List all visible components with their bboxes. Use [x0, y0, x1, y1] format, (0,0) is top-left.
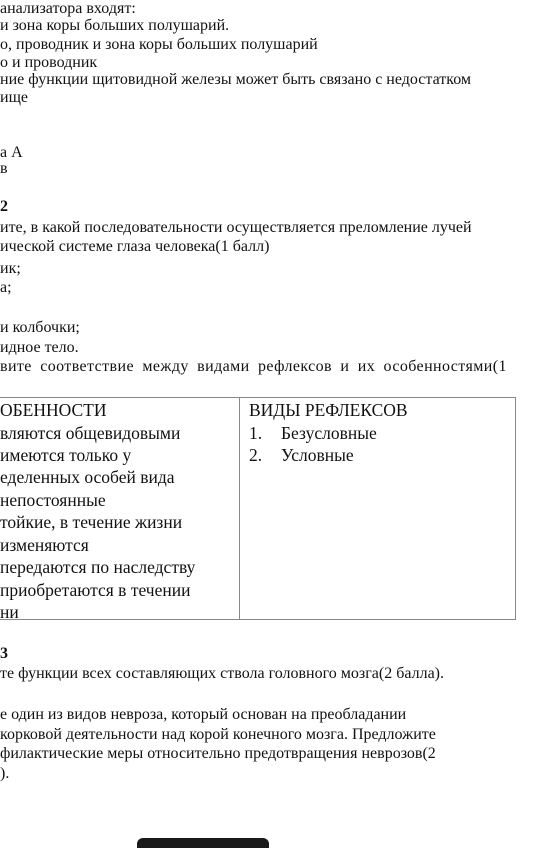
table-cell: передаются по наследству: [0, 557, 196, 577]
table-header-left: ОБЕННОСТИ: [0, 400, 107, 420]
question-line: е один из видов невроза, который основан на преобладании: [0, 706, 407, 723]
table-cell: приобретаются в течении: [0, 580, 191, 600]
text-line: ние функции щитовидной железы может быть связано с недостатком: [0, 71, 472, 88]
reflex-item-label: Условные: [281, 445, 354, 465]
text-line: анализатора входят:: [0, 0, 136, 17]
reflex-table: [0, 397, 516, 620]
question-line: ической системе глаза человека(1 балл): [0, 238, 270, 255]
table-cell: ни: [0, 602, 19, 622]
text-line: а А: [0, 144, 23, 161]
table-header-right: ВИДЫ РЕФЛЕКСОВ: [249, 400, 408, 420]
question-line: ).: [0, 765, 10, 782]
table-cell: имеются только у: [0, 445, 132, 465]
question-line: филактические меры относительно предотвращения неврозов(2: [0, 745, 436, 762]
option-line: идное тело.: [0, 339, 79, 356]
home-indicator-bar[interactable]: [137, 838, 269, 848]
option-line: и колбочки;: [0, 319, 80, 336]
task-number: 3: [0, 645, 8, 662]
text-line: в: [0, 160, 8, 177]
option-line: ик;: [0, 260, 21, 277]
table-cell: вляются общевидовыми: [0, 423, 181, 443]
option-line: а;: [0, 279, 12, 296]
task-number: 2: [0, 198, 8, 215]
text-line: ище: [0, 89, 28, 106]
text-line: о и проводник: [0, 54, 98, 71]
table-cell: еделенных особей вида: [0, 467, 175, 487]
question-line: вите соответствие между видами рефлексов и их особенностями(1: [0, 358, 507, 375]
table-cell: непостоянные: [0, 490, 106, 510]
text-line: и зона коры больших полушарий.: [0, 17, 230, 34]
reflex-item-label: Безусловные: [281, 423, 377, 443]
reflex-item-number: 2.: [249, 445, 263, 465]
question-line: корковой деятельности над корой конечного мозга. Предложите: [0, 726, 436, 743]
question-line: ите, в какой последовательности осуществляется преломление лучей: [0, 219, 472, 236]
table-cell: тойкие, в течение жизни: [0, 512, 183, 532]
table-cell: изменяются: [0, 535, 89, 555]
text-line: о, проводник и зона коры больших полушарий: [0, 36, 318, 53]
table-column-divider: [239, 398, 240, 619]
reflex-item-number: 1.: [249, 423, 263, 443]
question-line: те функции всех составляющих ствола головного мозга(2 балла).: [0, 665, 444, 682]
